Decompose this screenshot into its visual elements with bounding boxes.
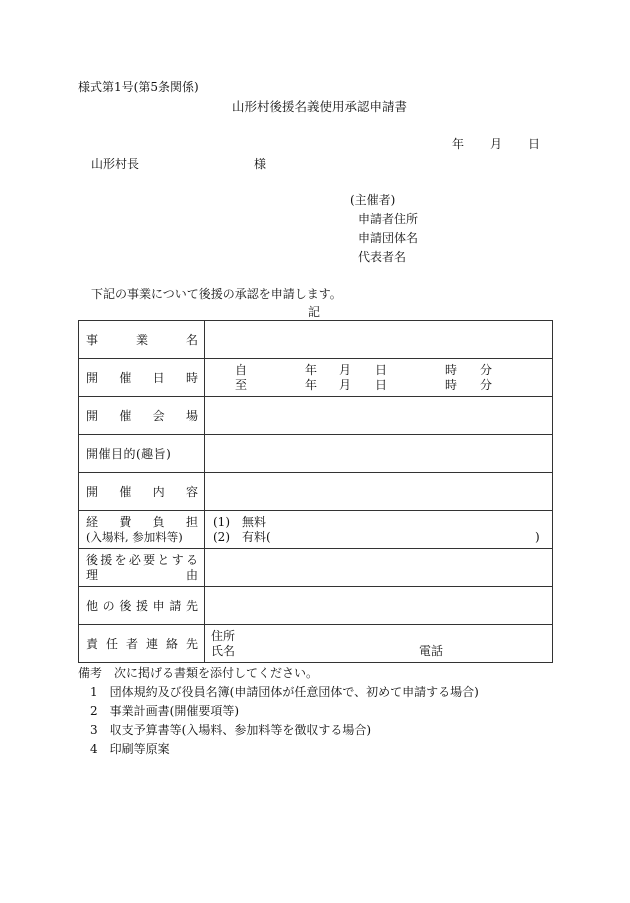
date-month: 月: [490, 137, 503, 151]
remarks-item-1: 1 団体規約及び役員名簿(申請団体が任意団体で、初めて申請する場合): [90, 685, 479, 699]
content-field[interactable]: [205, 473, 553, 511]
intro-text: 下記の事業について後援の承認を申請します。: [91, 287, 342, 301]
expense-paid-close: ): [535, 530, 540, 544]
to-year: 年: [305, 378, 318, 392]
remarks-heading: 備考 次に掲げる書類を添付してください。: [78, 666, 319, 680]
expense-paid-option: (2) 有料(: [213, 530, 271, 544]
row-event-name: [79, 321, 553, 359]
to-minute: 分: [480, 378, 493, 392]
addressee: 山形村長: [91, 157, 140, 171]
from-year: 年: [305, 363, 318, 377]
remarks-item-2: 2 事業計画書(開催要項等): [90, 704, 239, 718]
to-month: 月: [339, 378, 352, 392]
row-other-applications: [79, 587, 553, 625]
row-purpose: [79, 435, 553, 473]
purpose-label: 開催目的(趣旨): [79, 435, 205, 473]
application-table: [78, 320, 553, 663]
date-year: 年: [452, 137, 465, 151]
row-expense: [79, 511, 553, 549]
datetime-field[interactable]: [205, 359, 553, 397]
row-contact: [79, 625, 553, 663]
from-label: 自: [235, 363, 248, 377]
document-title: 山形村後援名義使用承認申請書: [232, 99, 408, 114]
contact-name-label: 氏名: [211, 644, 236, 658]
organizer-label: (主催者): [350, 193, 396, 207]
from-minute: 分: [480, 363, 493, 377]
contact-phone-label: 電話: [419, 644, 444, 658]
contact-address-label: 住所: [211, 629, 236, 643]
event-name-label: 事 業 名: [79, 321, 205, 359]
from-month: 月: [339, 363, 352, 377]
datetime-label: 開催日時: [79, 359, 205, 397]
date-day: 日: [528, 137, 541, 151]
to-day: 日: [375, 378, 388, 392]
date-line: [452, 137, 540, 151]
reason-field[interactable]: [205, 549, 553, 587]
applicant-representative-label: 代表者名: [358, 250, 407, 264]
other-applications-label: 他の後援申請先: [79, 587, 205, 625]
to-hour: 時: [445, 378, 458, 392]
form-number: 様式第1号(第5条関係): [78, 80, 199, 94]
row-datetime: [79, 359, 553, 397]
contact-field[interactable]: [205, 625, 553, 663]
to-label: 至: [235, 378, 248, 392]
reason-label: 後援を必要とする 理由: [79, 549, 205, 587]
ki-heading: 記: [308, 305, 321, 319]
expense-free-option: (1) 無料: [213, 515, 266, 529]
venue-label: 開催会場: [79, 397, 205, 435]
row-venue: [79, 397, 553, 435]
expense-field[interactable]: [205, 511, 553, 549]
from-day: 日: [375, 363, 388, 377]
honorific: 様: [254, 157, 267, 171]
from-hour: 時: [445, 363, 458, 377]
purpose-field[interactable]: [205, 435, 553, 473]
expense-label: 経費負担 (入場料, 参加料等): [79, 511, 205, 549]
content-label: 開催内容: [79, 473, 205, 511]
remarks-item-3: 3 収支予算書等(入場料、参加料等を徴収する場合): [90, 723, 372, 737]
row-content: [79, 473, 553, 511]
other-applications-field[interactable]: [205, 587, 553, 625]
remarks-item-4: 4 印刷等原案: [90, 742, 170, 756]
venue-field[interactable]: [205, 397, 553, 435]
applicant-group-label: 申請団体名: [358, 231, 419, 245]
contact-label: 責任者連絡先: [79, 625, 205, 663]
row-reason: [79, 549, 553, 587]
applicant-address-label: 申請者住所: [358, 212, 419, 226]
event-name-field[interactable]: [205, 321, 553, 359]
